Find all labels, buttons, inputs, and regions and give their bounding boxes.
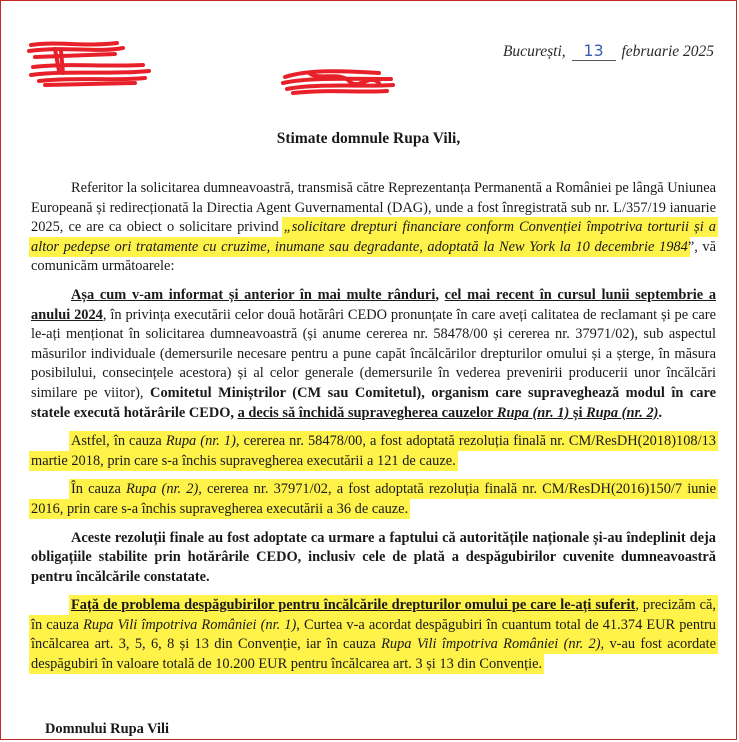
p2-bold-2: cel mai recent în cursul lunii septembrie a anului 2024 [31,286,717,323]
p2-text-4: , în privința executării celor două hotărâri CEDO pronunțate în care aveți calitatea de reclamant și pe care le-ați menționat în solicitarea dumneavoastră (și anume cererea nr. 58478/00 și cererea nr. 37971/02), sub aspectul măsurilor individuale (demersurile necesare pentru a pune capăt încălcărilor drepturilor omului și a șterge, în măsura posibilului, consecințele acestora) și al celor generale (demersurile în vederea prevenirii producerii unor încălcări similare pe viitor), [31,306,716,401]
p6-bold: Față de problema despăgubirilor pentru încălcările drepturilor omului pe care le-ați suferit [71,597,636,614]
p4-text-3: cererea nr. 37971/02, a fost adoptată rezoluția finală nr. CM/ResDH(2016)150/7 iunie 2016, prin care s-a închis supravegherea executării a 36 de cauze. [31,481,717,517]
paragraph-compensation [31,596,716,674]
letter-body [31,179,717,675]
paragraph-resolutions [31,529,716,588]
month-year: februarie 2025 [621,43,714,60]
p2-case-2: Rupa (nr. 2) [586,404,659,421]
p6-highlighted [31,597,716,672]
paragraph-case-2 [31,480,716,519]
p6-text-4: , Curtea v-a acordat despăgubiri în cuantum total de 41.374 EUR pentru încălcarea art. 3, 5, 6, 8 și 13 din Convenție, iar în cauza [31,616,716,653]
place-and-date [503,41,714,61]
p2-and: și [569,404,587,421]
redaction-scribble-center [279,67,399,99]
redaction-scribble-top-left [25,37,155,97]
paragraph-case-1 [31,432,716,471]
p1-text-3: ”, vă comunicăm următoarele: [31,238,716,275]
p2-comma: , [435,286,445,303]
p3-text-1: Astfel, în cauza [71,433,166,450]
p6-text-6: , v-au fost acordate despăgubiri în valoare totală de 10.200 EUR pentru încălcarea art. 3 și 13 din Convenție. [31,636,716,673]
place-label: București, [502,43,566,60]
recipient-line: Domnului Rupa Vili [45,721,169,737]
p4-case-name: Rupa (nr. 2), [126,481,202,498]
p1-highlighted-quote: „solicitare drepturi financiare conform Convenției împotriva torturii și a altor pedepse ori tratamente cu cruzime, inumane sau degradante, adoptată la New York la 10 decembrie 1984 [31,219,716,255]
salutation: Stimate domnule Rupa Vili, [276,130,461,147]
handwritten-day: 13 [572,41,616,61]
paragraph-previous-info [31,286,716,423]
p2-bold-committee: Comitetul Miniștrilor (CM sau Comitetul), organism care supraveghează modul în care statele execută hotărârile CEDO, [31,384,716,421]
p6-case-2: Rupa Vili împotriva României (nr. 2) [381,636,601,653]
p4-highlighted [31,481,716,517]
p4-text-1: În cauza [71,481,127,498]
p6-case-1: Rupa Vili împotriva României (nr. 1) [83,616,297,633]
p2-bold-decision: a decis să închidă supravegherea cauzelor [237,404,497,421]
p3-case-name: Rupa (nr. 1) [165,433,236,450]
p5-text: Aceste rezoluții finale au fost adoptate ca urmare a faptului că autoritățile naționale și-au îndeplinit deja obligațiile stabilite prin hotărârile CEDO, inclusiv cele de plată a despăgubirilor cuvenite dumneavoastră pentru încălcările constatate. [31,529,716,585]
p6-text-2: , precizăm că, în cauza [31,597,716,633]
paragraph-request [31,179,716,277]
p2-case-1: Rupa (nr. 1) [496,404,570,421]
p2-period: . [658,404,663,421]
p3-text-3: , cererea nr. 58478/00, a fost adoptată rezoluția finală nr. CM/ResDH(2018)108/13 martie 2018, prin care s-a închis supravegherea executării a 121 de cauze. [31,433,717,469]
p3-highlighted [31,433,716,469]
p2-bold-1: Așa cum v-am informat și anterior în mai multe rânduri [71,286,436,303]
p1-text-1: Referitor la solicitarea dumneavoastră, transmisă către Reprezentanța Permanentă a României pe lângă Uniunea Europeană și redirecționată la Directia Agent Guvernamental (DAG), unde a fost înregistrată sub nr. L/357/19 ianuarie 2025, ce are ca obiect o solicitare privind [31,180,716,236]
